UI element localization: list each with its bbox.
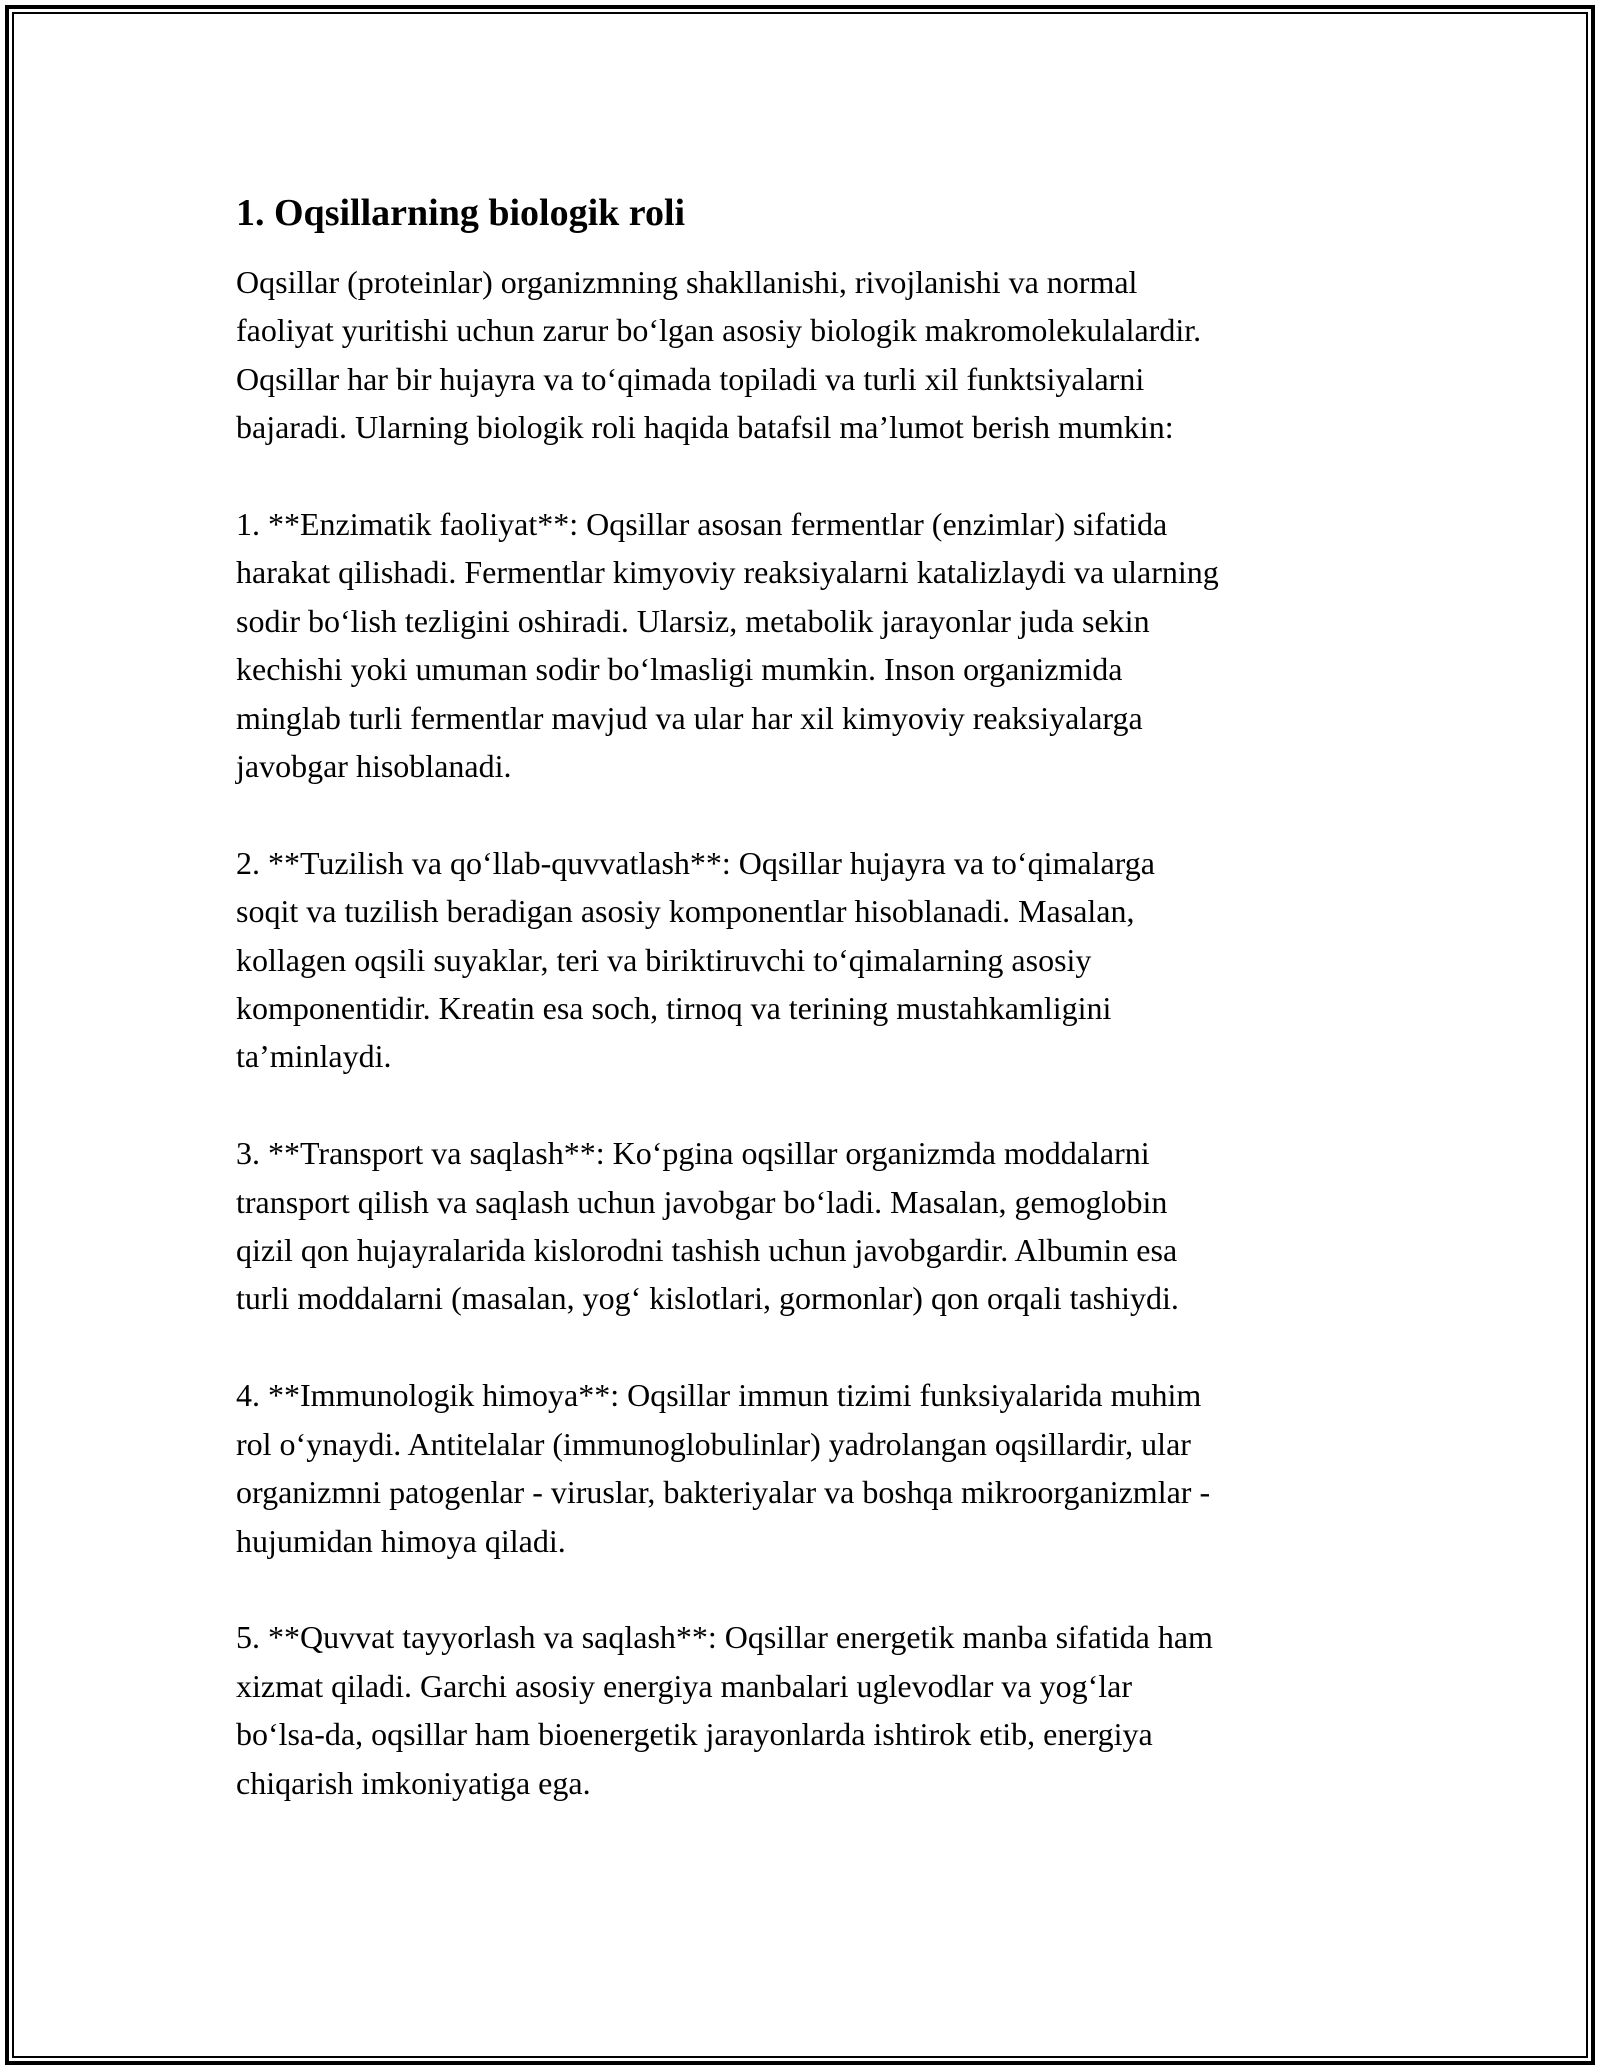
list-item-structure: 2. **Tuzilish va qo‘llab-quvvatlash**: Oqsillar hujayra va to‘qimalarga soqit va tuzilish beradigan asosiy komponentlar hisoblanadi. Masalan, kollagen oqsili suyaklar, teri va biriktiruvchi to‘qimalarning asosiy komponentidir. Kreatin esa soch, tirnoq va terining mustahkamligini ta’minlaydi. [236, 844, 1155, 1075]
document-body [236, 188, 1376, 1807]
list-item-immunity: 4. **Immunologik himoya**: Oqsillar immun tizimi funksiyalarida muhim rol o‘ynaydi. Antitelalar (immunoglobulinlar) yadrolangan oqsillardir, ular organizmni patogenlar - viruslar, bakteriyalar va boshqa mikroorganizmlar - hujumidan himoya qiladi. [236, 1377, 1211, 1559]
document-title: 1. Oqsillarning biologik roli [236, 192, 686, 234]
list-item-transport: 3. **Transport va saqlash**: Ko‘pgina oqsillar organizmda moddalarni transport qilish va saqlash uchun javobgar bo‘ladi. Masalan, gemoglobin qizil qon hujayralarida kislorodni tashish uchun javobgardir. Albumin esa turli moddalarni (masalan, yog‘ kislotlari, gormonlar) qon orqali tashiydi. [236, 1135, 1179, 1317]
list-item-energy: 5. **Quvvat tayyorlash va saqlash**: Oqsillar energetik manba sifatida ham xizmat qiladi. Garchi asosiy energiya manbalari uglevodlar va yog‘lar bo‘lsa-da, oqsillar ham bioenergetik jarayonlarda ishtirok etib, energiya chiqarish imkoniyatiga ega. [236, 1619, 1213, 1801]
intro-paragraph: Oqsillar (proteinlar) organizmning shakllanishi, rivojlanishi va normal faoliyat yuritishi uchun zarur bo‘lgan asosiy biologik makromolekulalardir. Oqsillar har bir hujayra va to‘qimada topiladi va turli xil funktsiyalarni bajaradi. Ularning biologik roli haqida batafsil ma’lumot berish mumkin: [236, 264, 1202, 446]
list-item-enzymatic: 1. **Enzimatik faoliyat**: Oqsillar asosan fermentlar (enzimlar) sifatida harakat qilishadi. Fermentlar kimyoviy reaksiyalarni katalizlaydi va ularning sodir bo‘lish tezligini oshiradi. Ularsiz, metabolik jarayonlar juda sekin kechishi yoki umuman sodir bo‘lmasligi mumkin. Inson organizmida minglab turli fermentlar mavjud va ular har xil kimyoviy reaksiyalarga javobgar hisoblanadi. [236, 506, 1219, 785]
